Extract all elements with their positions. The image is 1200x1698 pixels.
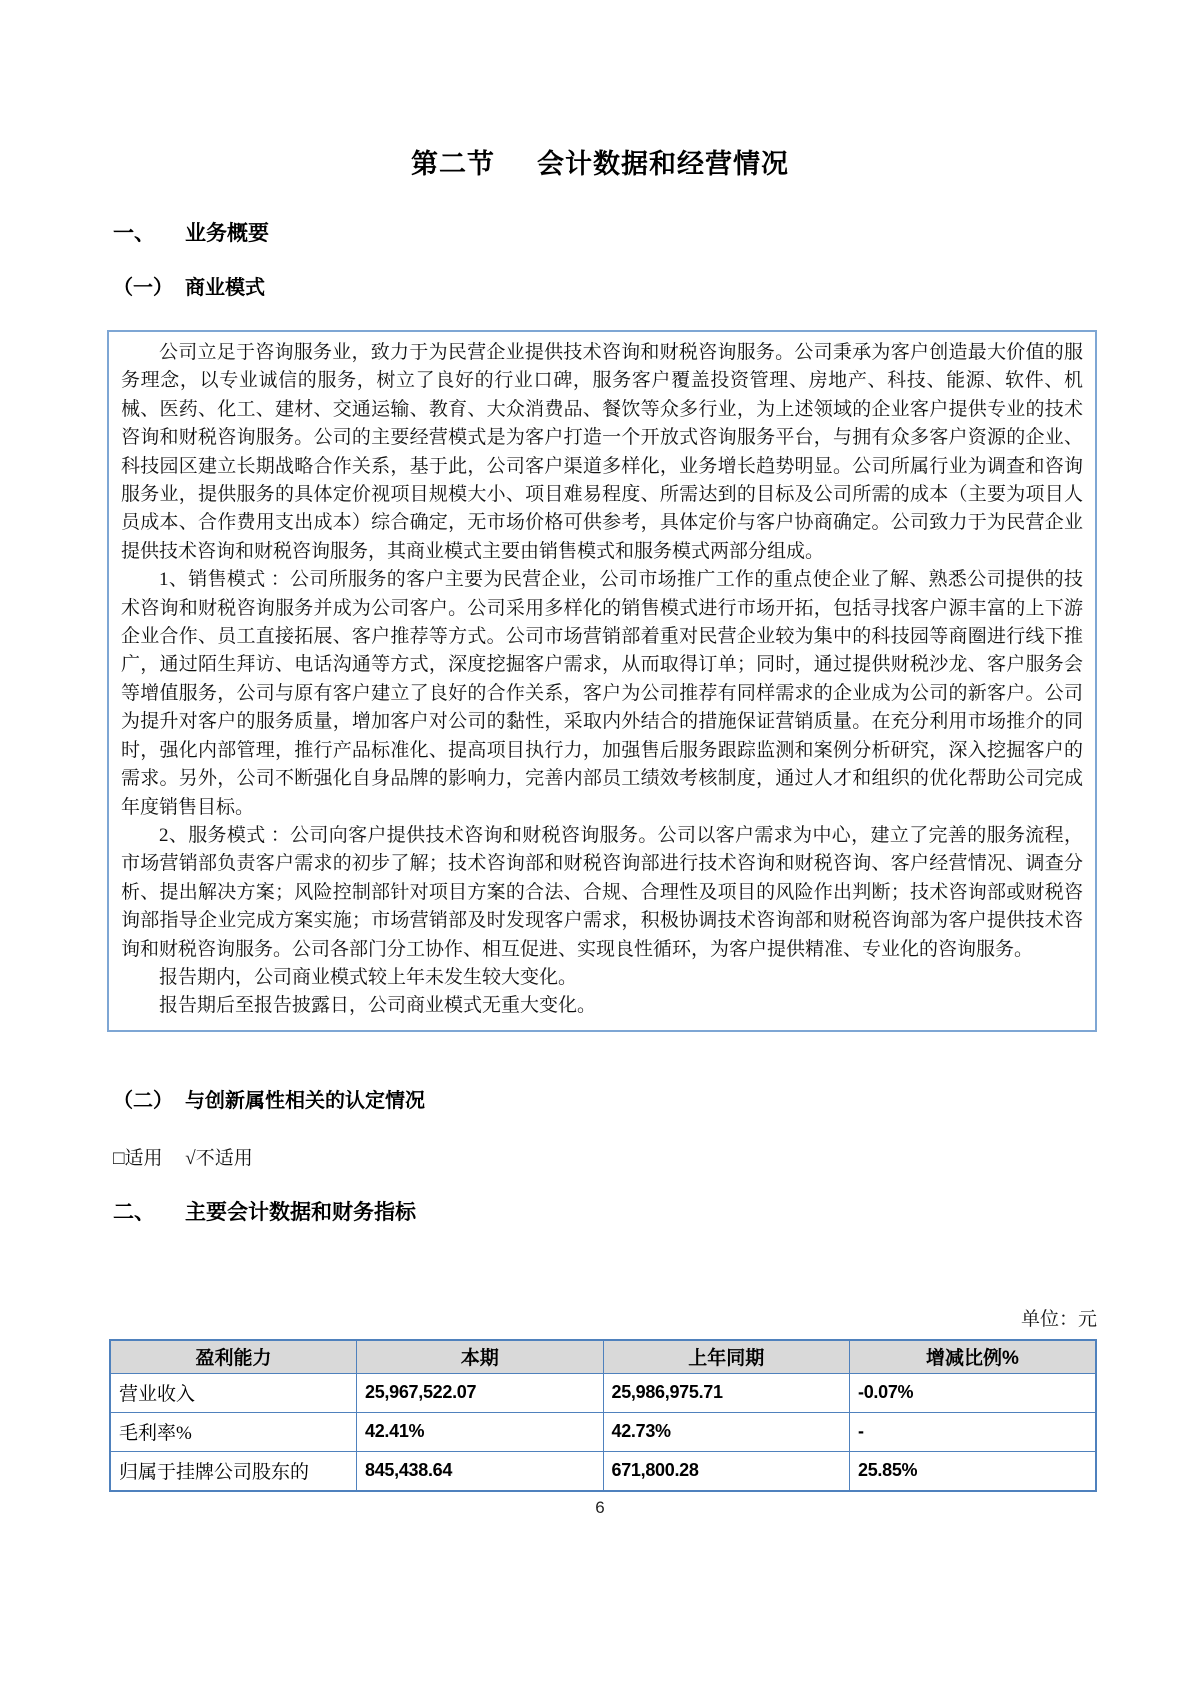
table-row [110,1412,1096,1451]
cell-value: 25,986,975.71 [603,1373,850,1412]
paragraph: 报告期后至报告披露日，公司商业模式无重大变化。 [159,995,597,1017]
paragraph: 2、服务模式 ：公司向客户提供技术咨询和财税咨询服务。公司以客户需求为中心，建立了完善的服务流程，市场营销部负责客户需求的初步了解；技术咨询部和财税咨询部进行技术咨询和财税咨询、客户经营情况、调查分析、提出解决方案；风险控制部针对项目方案的合法、合规、合理性及项目的风险作出判断；技术咨询部或财税咨询部指导企业完成方案实施；市场营销部及时发现客户需求，积极协调技术咨询部和财税咨询部为客户提供技术咨询和财税咨询服务。公司各部门分工协作、相互促进、实现良性循环，为客户提供精准、专业化的咨询服务。 [121,824,1083,960]
heading-business-overview [113,217,1200,247]
table-row [110,1451,1096,1491]
page-title [0,0,1200,181]
header-change-ratio: 增减比例% [850,1340,1097,1374]
header-current-period: 本期 [357,1340,604,1374]
paragraph: 公司立足于咨询服务业，致力于为民营企业提供技术咨询和财税咨询服务。公司秉承为客户创造最大价值的服务理念，以专业诚信的服务，树立了良好的行业口碑，服务客户覆盖投资管理、房地产、科技、能源、软件、机械、医药、化工、建材、交通运输、教育、大众消费品、餐饮等众多行业，为上述领域的企业客户提供专业的技术咨询和财税咨询服务。公司的主要经营模式是为客户打造一个开放式咨询服务平台，与拥有众多客户资源的企业、科技园区建立长期战略合作关系，基于此，公司客户渠道多样化，业务增长趋势明显。公司所属行业为调查和咨询服务业，提供服务的具体定价视项目规模大小、项目难易程度、所需达到的目标及公司所需的成本（主要为项目人员成本、合作费用支出成本）综合确定，无市场价格可供参考，具体定价与客户协商确定。公司致力于为民营企业提供技术咨询和财税咨询服务，其商业模式主要由销售模式和服务模式两部分组成。 [121,342,1083,562]
table-row [110,1373,1096,1412]
cell-value: 42.41% [357,1412,604,1451]
heading-innovation-attribute [113,1084,1200,1113]
option-label: 适用 [124,1147,163,1169]
cell-value: 25.85% [850,1451,1097,1491]
financial-indicators-table [109,1339,1097,1492]
option-applicable [113,1148,163,1169]
cell-value: 671,800.28 [603,1451,850,1491]
cell-value: -0.07% [850,1373,1097,1412]
checkmark-icon: √ [185,1147,196,1169]
heading-label: 与创新属性相关的认定情况 [185,1089,425,1112]
table-header-row [110,1340,1096,1374]
row-label: 毛利率% [110,1412,357,1451]
row-label: 营业收入 [110,1373,357,1412]
checkbox-unchecked-icon: □ [113,1147,125,1169]
header-profitability: 盈利能力 [110,1340,357,1374]
unit-label: 单位：元 [1020,1308,1097,1330]
cell-value: 25,967,522.07 [357,1373,604,1412]
heading-label: 业务概要 [185,222,269,245]
header-prior-period: 上年同期 [603,1340,850,1374]
heading-label: 商业模式 [185,277,265,299]
option-label: 不适用 [195,1147,253,1169]
row-label: 归属于挂牌公司股东的 [110,1451,357,1491]
heading-number: 一、 [113,222,155,245]
heading-number: 二、 [113,1200,155,1224]
cell-value: - [850,1412,1097,1451]
heading-key-accounting-data [113,1196,1200,1226]
heading-business-model [113,271,1200,300]
paragraph: 报告期内，公司商业模式较上年未发生较大变化。 [159,966,578,988]
option-not-applicable [185,1148,252,1169]
business-model-textbox [107,330,1097,1032]
title-section-number: 第二节 [411,149,495,179]
heading-number: （一） [113,277,173,299]
heading-number: （二） [113,1089,173,1112]
cell-value: 845,438.64 [357,1451,604,1491]
page-number: 6 [595,1497,605,1517]
applicability-options [113,1143,1200,1170]
heading-label: 主要会计数据和财务指标 [185,1200,416,1224]
cell-value: 42.73% [603,1412,850,1451]
paragraph: 1、销售模式 ：公司所服务的客户主要为民营企业，公司市场推广工作的重点使企业了解、熟悉公司提供的技术咨询和财税咨询服务并成为公司客户。公司采用多样化的销售模式进行市场开拓，包括寻找客户源丰富的上下游企业合作、员工直接拓展、客户推荐等方式。公司市场营销部着重对民营企业较为集中的科技园等商圈进行线下推广，通过陌生拜访、电话沟通等方式，深度挖掘客户需求，从而取得订单；同时，通过提供财税沙龙、客户服务会等增值服务，公司与原有客户建立了良好的合作关系，客户为公司推荐有同样需求的企业成为公司的新客户。公司为提升对客户的服务质量，增加客户对公司的黏性，采取内外结合的措施保证营销质量。在充分利用市场推介的同时，强化内部管理，推行产品标准化、提高项目执行力，加强售后服务跟踪监测和案例分析研究，深入挖掘客户的需求。另外，公司不断强化自身品牌的影响力，完善内部员工绩效考核制度，通过人才和组织的优化帮助公司完成年度销售目标。 [121,569,1083,818]
title-text: 会计数据和经营情况 [537,149,789,179]
